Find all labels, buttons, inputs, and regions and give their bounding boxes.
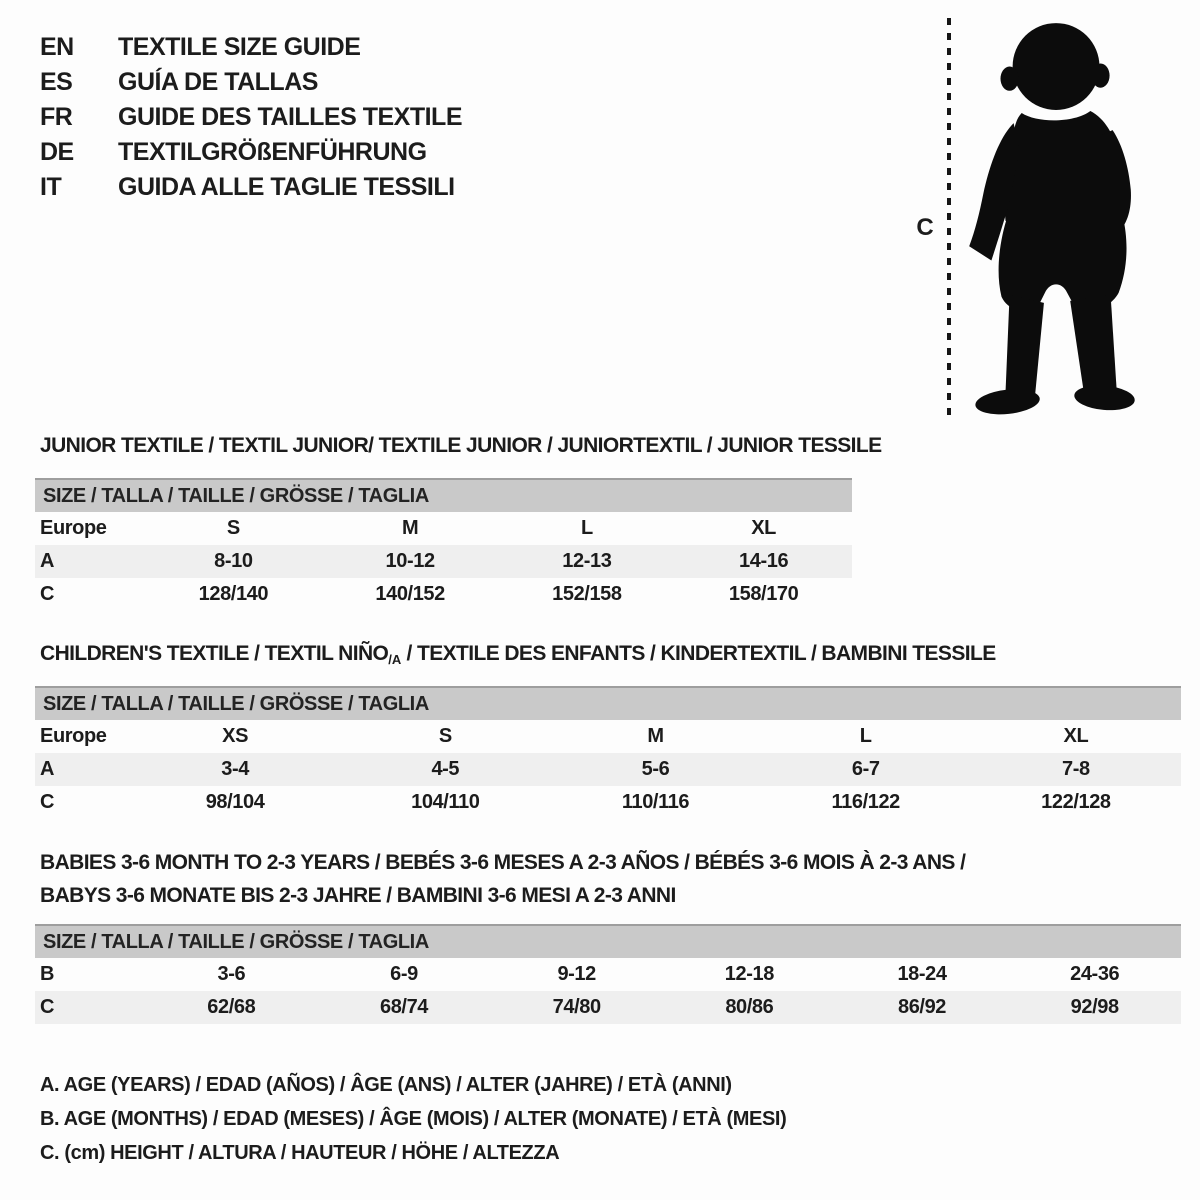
junior-height-row xyxy=(35,578,852,611)
height-cell: 122/128 xyxy=(1041,791,1111,813)
age-cell: 12-13 xyxy=(562,550,612,572)
height-cell: 158/170 xyxy=(728,583,799,605)
row-label: C xyxy=(40,583,55,605)
row-label: Europe xyxy=(40,517,107,539)
children-age-row xyxy=(35,753,1181,786)
children-europe-row xyxy=(35,720,1181,753)
babies-size-header-bar xyxy=(35,924,1181,958)
row-label: B xyxy=(40,963,55,985)
legend-line-age-years: A. AGE (YEARS) / EDAD (AÑOS) / ÂGE (ANS) / ALTER (JAHRE) / ETÀ (ANNI) xyxy=(40,1074,732,1096)
age-cell: 3-4 xyxy=(221,758,249,780)
legend xyxy=(40,1068,786,1170)
size-header-label: SIZE / TALLA / TAILLE / GRÖSSE / TAGLIA xyxy=(43,692,429,715)
size-cell: XL xyxy=(751,517,776,539)
legend-line-age-months: B. AGE (MONTHS) / EDAD (MESES) / ÂGE (MOIS) / ALTER (MONATE) / ETÀ (MESI) xyxy=(40,1108,787,1130)
junior-size-header-bar xyxy=(35,478,852,512)
guide-title-fr: GUIDE DES TAILLES TEXTILE xyxy=(118,103,463,131)
age-cell: 10-12 xyxy=(385,550,435,572)
lang-row-es xyxy=(40,65,462,100)
guide-title-de: TEXTILGRÖßENFÜHRUNG xyxy=(118,138,427,166)
months-cell: 3-6 xyxy=(217,963,246,985)
legend-line-height-cm: C. (cm) HEIGHT / ALTURA / HAUTEUR / HÖHE / ALTEZZA xyxy=(40,1142,560,1164)
babies-section-title-line2: BABYS 3-6 MONATE BIS 2-3 JAHRE / BAMBINI 3-6 MESI A 2-3 ANNI xyxy=(40,884,676,907)
size-header-label: SIZE / TALLA / TAILLE / GRÖSSE / TAGLIA xyxy=(43,930,429,953)
children-section-title xyxy=(40,642,996,667)
height-cell: 110/116 xyxy=(621,791,690,813)
junior-age-row xyxy=(35,545,852,578)
height-cell: 62/68 xyxy=(207,996,256,1018)
height-cell: 80/86 xyxy=(725,996,774,1018)
months-cell: 18-24 xyxy=(897,963,947,985)
height-cell: 68/74 xyxy=(379,996,429,1018)
lang-code: FR xyxy=(40,103,73,131)
children-title-sub: /A xyxy=(388,652,402,667)
height-cell: 152/158 xyxy=(552,583,622,605)
age-cell: 6-7 xyxy=(851,758,880,780)
height-cell: 140/152 xyxy=(375,583,445,605)
height-measure-dashed-line xyxy=(944,16,954,418)
size-cell: S xyxy=(438,725,452,747)
lang-row-fr xyxy=(40,100,462,135)
size-cell: S xyxy=(226,517,240,539)
babies-months-row xyxy=(35,958,1181,991)
row-label: A xyxy=(40,758,55,780)
junior-europe-row xyxy=(35,512,852,545)
babies-height-row xyxy=(35,991,1181,1024)
height-cell: 128/140 xyxy=(198,583,269,605)
row-label: C xyxy=(40,996,55,1018)
toddler-silhouette-icon xyxy=(960,14,1144,418)
children-title-before: CHILDREN'S TEXTILE / TEXTIL NIÑO xyxy=(40,642,389,665)
row-label: C xyxy=(40,791,55,813)
lang-code: EN xyxy=(40,33,74,61)
height-cell: 74/80 xyxy=(552,996,601,1018)
lang-code: IT xyxy=(40,173,62,201)
age-cell: 14-16 xyxy=(739,550,789,572)
height-measure-label: C xyxy=(916,214,934,241)
babies-section-title-line1: BABIES 3-6 MONTH TO 2-3 YEARS / BEBÉS 3-6 MESES A 2-3 AÑOS / BÉBÉS 3-6 MOIS À 2-3 ANS / xyxy=(40,851,966,874)
lang-row-de xyxy=(40,135,462,170)
months-cell: 24-36 xyxy=(1070,963,1120,985)
age-cell: 5-6 xyxy=(641,758,670,780)
size-cell: XS xyxy=(222,725,249,747)
height-cell: 86/92 xyxy=(897,996,947,1018)
age-cell: 7-8 xyxy=(1062,758,1090,780)
children-height-row xyxy=(35,786,1181,819)
junior-section-title: JUNIOR TEXTILE / TEXTIL JUNIOR/ TEXTILE JUNIOR / JUNIORTEXTIL / JUNIOR TESSILE xyxy=(40,434,882,457)
children-title-after: / TEXTILE DES ENFANTS / KINDERTEXTIL / BAMBINI TESSILE xyxy=(401,642,996,665)
size-cell: L xyxy=(580,517,593,539)
size-cell: L xyxy=(859,725,872,747)
size-cell: M xyxy=(647,725,664,747)
lang-code: DE xyxy=(40,138,74,166)
row-label: A xyxy=(40,550,55,572)
height-cell: 98/104 xyxy=(205,791,265,813)
guide-title-es: GUÍA DE TALLAS xyxy=(118,68,318,96)
lang-row-en xyxy=(40,30,462,65)
age-cell: 8-10 xyxy=(214,550,253,572)
lang-code: ES xyxy=(40,68,73,96)
row-label: Europe xyxy=(40,725,107,747)
children-size-header-bar xyxy=(35,686,1181,720)
age-cell: 4-5 xyxy=(431,758,460,780)
months-cell: 9-12 xyxy=(557,963,596,985)
height-cell: 104/110 xyxy=(411,791,480,813)
size-header-label: SIZE / TALLA / TAILLE / GRÖSSE / TAGLIA xyxy=(43,484,429,507)
language-title-list xyxy=(40,30,462,205)
height-cell: 116/122 xyxy=(831,791,900,813)
months-cell: 6-9 xyxy=(390,963,418,985)
months-cell: 12-18 xyxy=(724,963,774,985)
height-cell: 92/98 xyxy=(1070,996,1119,1018)
size-cell: XL xyxy=(1063,725,1089,747)
guide-title-en: TEXTILE SIZE GUIDE xyxy=(118,33,361,61)
lang-row-it xyxy=(40,170,462,205)
size-cell: M xyxy=(401,517,419,539)
guide-title-it: GUIDA ALLE TAGLIE TESSILI xyxy=(118,173,455,201)
